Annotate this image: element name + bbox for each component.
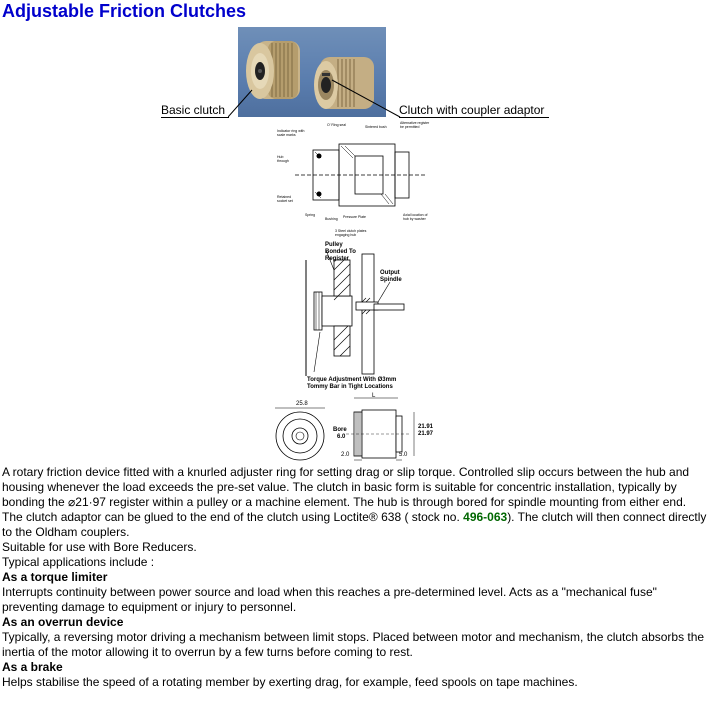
svg-text:Indicator ring with: Indicator ring with (277, 129, 305, 133)
text-brake: Helps stabilise the speed of a rotating member by exerting drag, for example, feed spools on tape machines. (2, 675, 578, 689)
svg-text:Pressure Plate: Pressure Plate (343, 215, 366, 219)
svg-text:Axial location of: Axial location of (403, 213, 428, 217)
svg-text:Retained: Retained (277, 195, 292, 199)
callout-underline-left (161, 117, 229, 118)
label-pulley-bonded: Pulley Bonded To Register (325, 242, 356, 262)
svg-text:socket set: socket set (277, 199, 293, 203)
svg-text:through: through (277, 159, 289, 163)
svg-text:Alternative register: Alternative register (400, 121, 430, 125)
page-title: Adjustable Friction Clutches (2, 1, 247, 21)
dim-bore-label: Bore (333, 427, 347, 433)
svg-text:engaging hub: engaging hub (335, 233, 357, 237)
label-torque-adjustment-1: Torque Adjustment With Ø3mm (307, 377, 397, 383)
svg-text:scale marks: scale marks (277, 133, 296, 137)
heading-brake: As a brake (2, 660, 63, 674)
svg-text:be permitted: be permitted (400, 125, 420, 129)
bore-reducers-paragraph: Suitable for use with Bore Reducers. (2, 540, 197, 554)
text-overrun-device: Typically, a reversing motor driving a mechanism between limit stops. Placed between motor and mechanism, the clutch absorbs the inertia of the motor allowing it to overrun by a few turns before coming to rest. (2, 630, 705, 659)
intro-paragraph: A rotary friction device fitted with a knurled adjuster ring for setting drag or slip torque. Controlled slip occurs between the hub and housing whenever the load exceeds the pre-set value. The clutch in basic form is suitable for concentric installation, typically by bonding the ⌀21·97 register within a pulley or a machine element. The hub is through bored for spindle mounting from either end. (2, 465, 690, 509)
label-torque-adjustment-2: Tommy Bar in Tight Locations (307, 384, 393, 390)
adaptor-text-after: ). The clutch will then connect directly to the Oldham couplers. (2, 510, 707, 539)
svg-text:Hub: Hub (277, 155, 284, 159)
callout-underline-right (399, 117, 549, 118)
svg-text:Spring: Spring (305, 213, 316, 217)
dim-right-width: 5.0 (399, 452, 408, 458)
adaptor-text-before: The clutch adaptor can be glued to the end of the clutch using Loctite® 638 ( stock no. (2, 510, 464, 524)
svg-text:hub by washer: hub by washer (403, 217, 426, 221)
svg-text:O' Ring seal: O' Ring seal (327, 123, 346, 127)
stock-number-link[interactable]: 496-063 (463, 510, 508, 524)
dim-od2: 21.97 (418, 431, 434, 437)
dim-bore: 6.0 (337, 434, 346, 440)
callout-basic-clutch: Basic clutch (161, 103, 226, 117)
svg-text:3 Steel clutch plates: 3 Steel clutch plates (335, 229, 367, 233)
applications-intro: Typical applications include : (2, 555, 155, 569)
end-view-drawing (270, 398, 330, 466)
svg-text:Sintered bush: Sintered bush (365, 125, 387, 129)
adaptor-paragraph (2, 510, 707, 540)
label-output-spindle: Output Spindle (380, 270, 402, 283)
dim-left-width: 2.0 (341, 452, 350, 458)
text-torque-limiter: Interrupts continuity between power source and load when this reaches a pre-determined level. Acts as a "mechanical fuse" preventing damage to equipment or injury to personnel. (2, 585, 657, 614)
callout-pointer-right (330, 78, 402, 118)
svg-text:Bushing: Bushing (325, 217, 338, 221)
dim-length: L (372, 393, 376, 399)
callout-clutch-adaptor: Clutch with coupler adaptor (399, 103, 545, 117)
dim-od1: 21.91 (418, 424, 434, 430)
description-text (2, 465, 707, 690)
heading-torque-limiter: As a torque limiter (2, 570, 108, 584)
dim-diameter: 25.8 (296, 401, 308, 407)
callout-pointer-left (228, 88, 256, 118)
heading-overrun-device: As an overrun device (2, 615, 124, 629)
cross-section-drawing (275, 120, 435, 245)
